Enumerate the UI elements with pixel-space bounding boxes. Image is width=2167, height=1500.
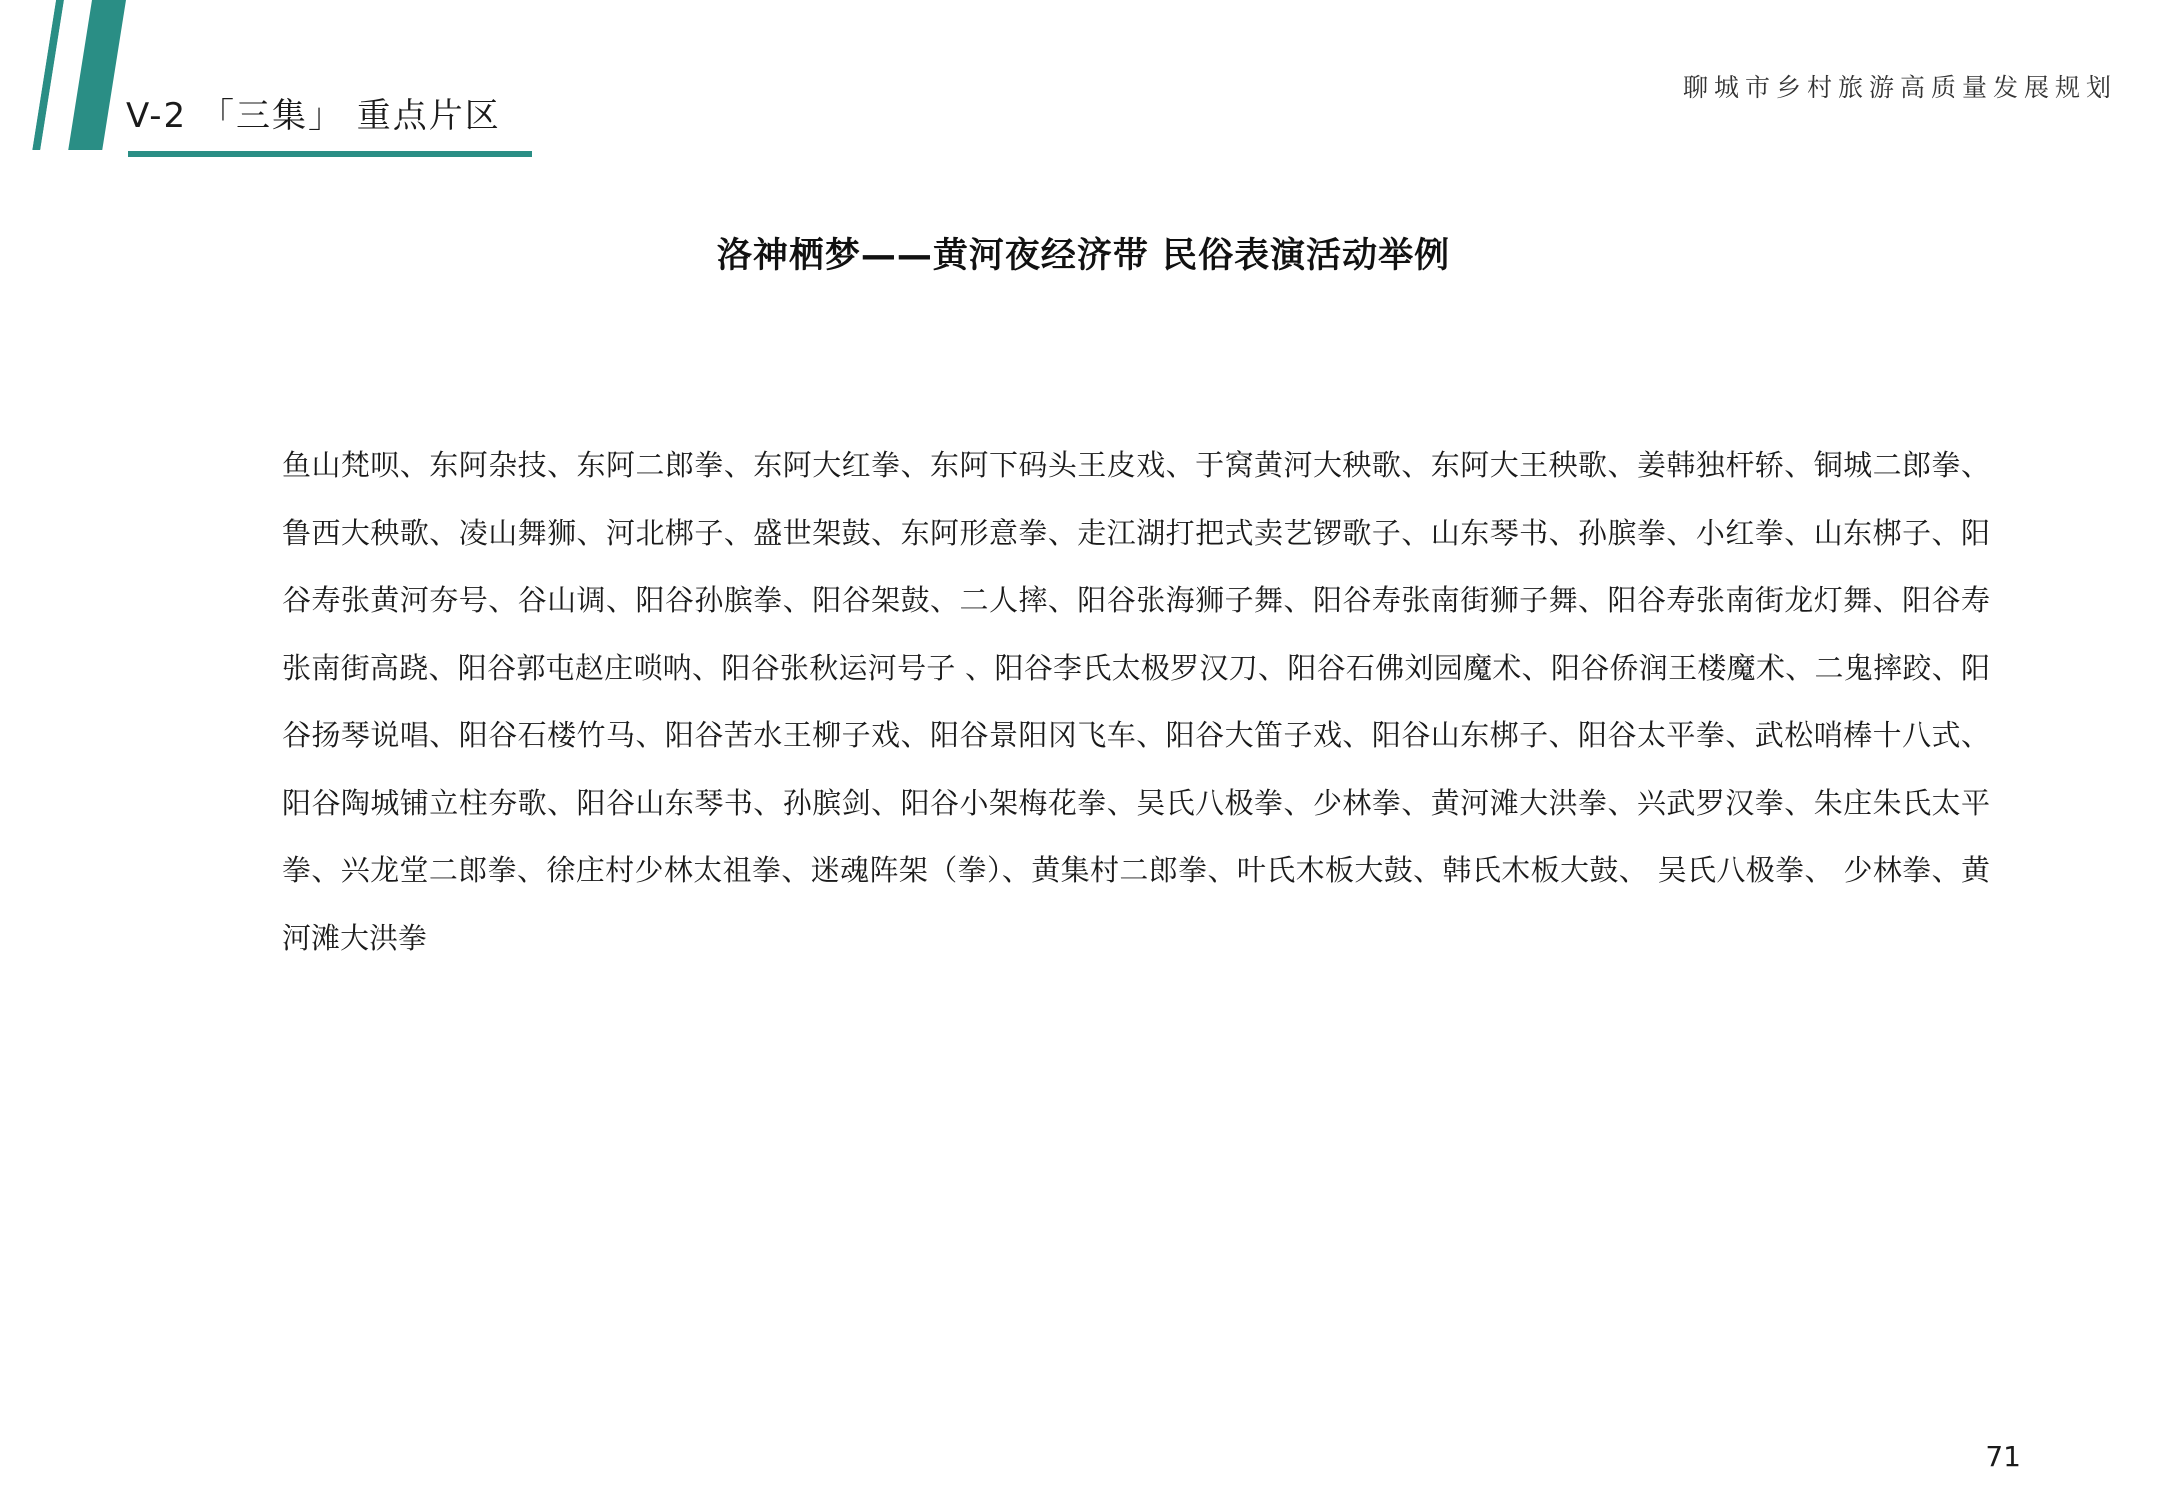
section-title-underline bbox=[128, 151, 532, 157]
decorative-accent-bar-thick bbox=[68, 0, 126, 150]
performance-list-paragraph: 鱼山梵呗、东阿杂技、东阿二郎拳、东阿大红拳、东阿下码头王皮戏、于窝黄河大秧歌、东阿大王秧歌、姜韩独杆轿、铜城二郎拳、鲁西大秧歌、凌山舞狮、河北梆子、盛世架鼓、东阿形意拳、走江湖打把式卖艺锣歌子、山东琴书、孙膑拳、小红拳、山东梆子、阳谷寿张黄河夯号、谷山调、阳谷孙膑拳、阳谷架鼓、二人摔、阳谷张海狮子舞、阳谷寿张南街狮子舞、阳谷寿张南街龙灯舞、阳谷寿张南街高跷、阳谷郭屯赵庄唢呐、阳谷张秋运河号子 、阳谷李氏太极罗汉刀、阳谷石佛刘园魔术、阳谷侨润王楼魔术、二鬼摔跤、阳谷扬琴说唱、阳谷石楼竹马、阳谷苦水王柳子戏、阳谷景阳冈飞车、阳谷大笛子戏、阳谷山东梆子、阳谷太平拳、武松哨棒十八式、阳谷陶城铺立柱夯歌、阳谷山东琴书、孙膑剑、阳谷小架梅花拳、吴氏八极拳、少林拳、黄河滩大洪拳、兴武罗汉拳、朱庄朱氏太平拳、兴龙堂二郎拳、徐庄村少林太祖拳、迷魂阵架（拳）、黄集村二郎拳、叶氏木板大鼓、韩氏木板大鼓、 吴氏八极拳、 少林拳、黄河滩大洪拳 bbox=[282, 448, 1990, 955]
page-number: 71 bbox=[1985, 1440, 2021, 1473]
report-name: 聊城市乡村旅游高质量发展规划 bbox=[1682, 73, 2117, 102]
page-heading: 洛神栖梦——黄河夜经济带 民俗表演活动举例 bbox=[716, 236, 1451, 276]
section-title: V-2 「三集」 重点片区 bbox=[126, 96, 501, 136]
decorative-accent-bar-thin bbox=[32, 0, 64, 150]
